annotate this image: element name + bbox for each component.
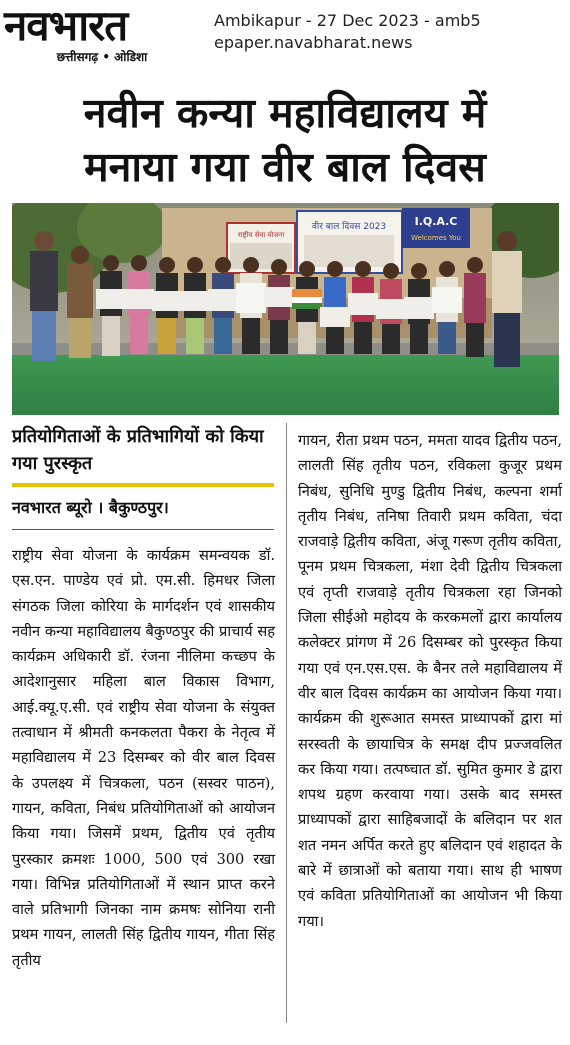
edition-line: Ambikapur - 27 Dec 2023 - amb5: [214, 11, 481, 30]
banner-right-text: I.Q.A.C: [414, 215, 458, 228]
column-divider: [286, 423, 287, 1023]
logo-subtitle: छत्तीसगढ़ • ओडिशा: [56, 50, 148, 64]
newspaper-logo: [4, 1, 200, 66]
headline-line-1: नवीन कन्या महाविद्यालय में: [83, 89, 487, 137]
banner-right-subtext: Welcomes You: [411, 234, 461, 242]
article-body-right: गायन, रीता प्रथम पठन, ममता यादव द्वितीय पठन, लालती सिंह तृतीय पठन, रविकला कुजूर प्रथम निबंध, सुनिधि मुण्डु द्वितीय निबंध, कल्पना शर्मा तृतीय निबंध, तनिषा तिवारी प्रथम कविता, चंदा राजवाड़े द्वितीय कविता, अंजू गरूण तृतीय कविता, पूनम प्रथम चित्रकला, मंशा देवी द्वितीय चित्रकला एवं तृप्ती राजवाड़े तृतीय चित्रकला रहा जिनको जिला सीईओ महोदय के करकमलों द्वारा कार्यालय कलेक्टर प्रांगण में 26 दिसम्बर को पुरस्कृत किया गया एवं एन.एस.एस. के बैनर तले महाविद्यालय में वीर बाल दिवस कार्यक्रम का आयोजन किया गया। कार्यक्रम की शुरूआत समस्त प्राध्यापकों द्वारा मां सरस्वती के छायाचित्र के समक्ष दीप प्रज्जवलित कर किया गया। तत्पष्चात डॉ. सुमित कुमार डे द्वारा शपथ ग्रहण करवाया गया। उसके बाद समस्त प्राध्यापकों द्वारा साहिबजादों के बलिदान पर शत शत नमन अर्पित करते हुए बलिदान एवं शहादत के बारे में छात्राओं को बताया गया। साथ ही भाषण एवं कविता प्रतियोगिताओं का आयोजन भी किया गया।: [298, 432, 562, 930]
byline-divider: [12, 529, 274, 530]
banner-center-text: वीर बाल दिवस 2023: [311, 222, 387, 232]
article-byline: नवभारत ब्यूरो । बैकुण्ठपुर।: [12, 498, 169, 517]
event-photo: [12, 203, 559, 415]
epaper-url: epaper.navabharat.news: [214, 33, 413, 52]
subhead-rule: [12, 483, 274, 487]
logo-text: नवभारत: [4, 1, 128, 50]
article-subhead: प्रतियोगिताओं के प्रतिभागियों को किया गया पुरस्कृत: [12, 426, 264, 474]
banner-left-text: राष्ट्रीय सेवा योजना: [237, 231, 285, 239]
masthead: [0, 0, 570, 80]
article-body-left: राष्ट्रीय सेवा योजना के कार्यक्रम समन्वयक डॉ. एस.एन. पाण्डेय एवं प्रो. एम.सी. हिमधर जिला संगठक जिला कोरिया के मार्गदर्शन एवं शासकीय नवीन कन्या महाविद्यालय बैकुण्ठपुर की प्राचार्य सह कार्यक्रम अधिकारी डॉ. रंजना नीलिमा कच्छप के आदेशानुसार महिला बाल विकास विभाग, आई.क्यू.ए.सी. एवं राष्ट्रीय सेवा योजना के संयुक्त तत्वाधान में श्रीमती कनकलता पैकरा के नेतृत्व में महाविद्यालय में 23 दिसम्बर को वीर बाल दिवस के उपलक्ष्य में चित्रकला, पठन (सस्वर पाठन), गायन, कविता, निबंध प्रतियोगिताओं को आयोजन किया गया। जिसमें प्रथम, द्वितीय एवं तृतीय पुरस्कार क्रमशः 1000, 500 एवं 300 रखा गया। विभिन्न प्रतियोगिताओं में स्थान प्राप्त करने वाले प्रतिभागी जिनका नाम क्रमषः सोनिया रानी प्रथम गायन, लालती सिंह द्वितीय गायन, गीता सिंह तृतीय: [12, 547, 275, 969]
edition-info: [214, 10, 481, 54]
headline-line-2: मनाया गया वीर बाल दिवस: [84, 143, 486, 191]
article-headline: [0, 86, 570, 194]
article-subhead-block: [12, 423, 274, 530]
